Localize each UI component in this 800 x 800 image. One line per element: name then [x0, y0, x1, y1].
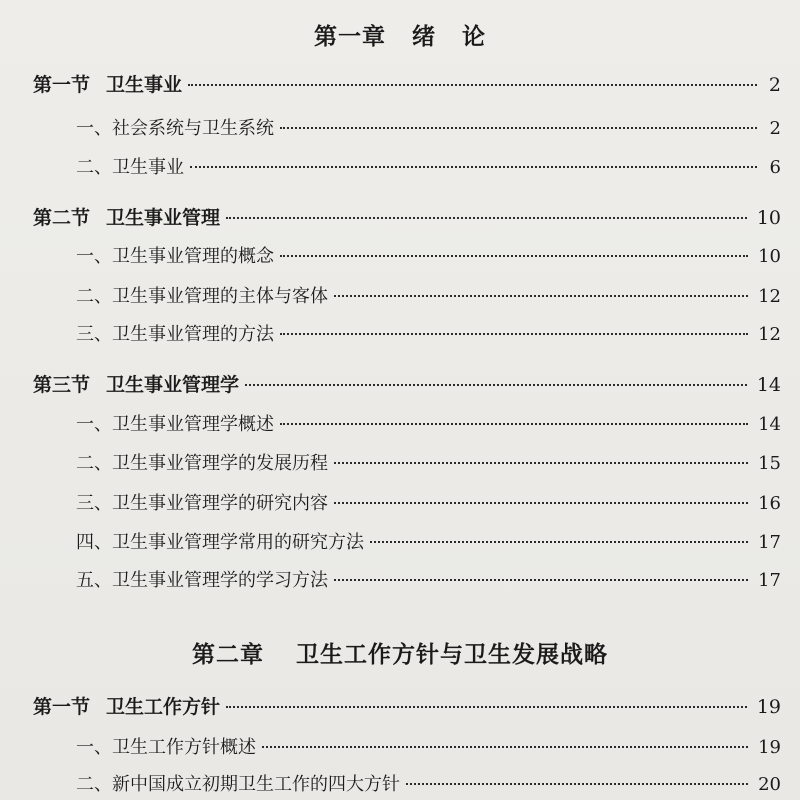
dot-leader: [334, 502, 748, 504]
page-number: 14: [756, 374, 781, 396]
page-number: 17: [758, 532, 781, 553]
dot-leader: [280, 423, 748, 425]
toc-item-1-2-3[interactable]: [76, 320, 781, 346]
dot-leader: [370, 541, 748, 543]
dot-leader: [406, 783, 748, 785]
page-number: 2: [769, 118, 781, 139]
item-title: 一、社会系统与卫生系统: [76, 118, 274, 139]
toc-item-1-2-1[interactable]: [76, 242, 781, 268]
dot-leader: [280, 333, 748, 335]
toc-item-1-3-2[interactable]: [76, 449, 781, 475]
chapter-1-title-part-2: 论: [462, 23, 486, 50]
toc-section-1-1[interactable]: [33, 70, 781, 97]
toc-item-1-3-3[interactable]: [76, 489, 781, 515]
toc-section-2-1[interactable]: [33, 692, 781, 719]
page-number: 10: [758, 246, 781, 267]
toc-item-1-1-2[interactable]: [76, 153, 781, 179]
chapter-1-number: 第一章: [314, 23, 386, 50]
section-title: 卫生事业管理: [106, 207, 221, 229]
page-number: 6: [769, 157, 781, 178]
page-number: 10: [756, 207, 781, 229]
page-number: 17: [758, 570, 781, 591]
page-number: 12: [758, 286, 781, 307]
chapter-2-number: 第二章: [192, 641, 264, 668]
item-title: 一、卫生事业管理学概述: [76, 414, 274, 435]
page-number: 16: [758, 493, 781, 514]
item-title: 一、卫生工作方针概述: [76, 737, 256, 758]
section-number: 第一节: [33, 696, 91, 718]
dot-leader: [245, 384, 747, 386]
section-number: 第三节: [33, 374, 91, 396]
toc-item-1-2-2[interactable]: [76, 282, 781, 308]
dot-leader: [262, 746, 748, 748]
dot-leader: [280, 255, 748, 257]
dot-leader: [280, 127, 757, 129]
item-title: 二、新中国成立初期卫生工作的四大方针: [76, 774, 400, 795]
toc-item-1-3-4[interactable]: [76, 528, 781, 554]
dot-leader: [334, 295, 748, 297]
page-number: 2: [768, 74, 781, 96]
item-title: 一、卫生事业管理的概念: [76, 246, 274, 267]
item-title: 五、卫生事业管理学的学习方法: [76, 570, 328, 591]
section-number: 第一节: [33, 74, 91, 96]
dot-leader: [190, 166, 757, 168]
toc-section-1-3[interactable]: [33, 370, 781, 397]
item-title: 三、卫生事业管理学的研究内容: [76, 493, 328, 514]
toc-item-1-3-5[interactable]: [76, 566, 781, 592]
chapter-2-heading: [0, 636, 800, 669]
page-number: 20: [758, 774, 781, 795]
dot-leader: [188, 84, 757, 86]
page-number: 14: [758, 414, 781, 435]
toc-section-1-2[interactable]: [33, 203, 781, 230]
chapter-1-title-part-1: 绪: [412, 23, 436, 50]
page-number: 15: [758, 453, 781, 474]
item-title: 四、卫生事业管理学常用的研究方法: [76, 532, 364, 553]
page-number: 12: [758, 324, 781, 345]
section-title: 卫生事业: [106, 74, 183, 96]
section-number: 第二节: [33, 207, 91, 229]
toc-item-1-3-1[interactable]: [76, 410, 781, 436]
page-number: 19: [758, 737, 781, 758]
toc-item-2-1-1[interactable]: [76, 733, 781, 759]
chapter-2-title: 卫生工作方针与卫生发展战略: [296, 641, 608, 668]
page-number: 19: [756, 696, 781, 718]
dot-leader: [226, 706, 747, 708]
dot-leader: [334, 462, 748, 464]
dot-leader: [334, 579, 748, 581]
toc-item-1-1-1[interactable]: [76, 114, 781, 140]
item-title: 二、卫生事业管理学的发展历程: [76, 453, 328, 474]
toc-item-2-1-2[interactable]: [76, 770, 781, 796]
item-title: 三、卫生事业管理的方法: [76, 324, 274, 345]
section-title: 卫生工作方针: [106, 696, 221, 718]
dot-leader: [226, 217, 747, 219]
item-title: 二、卫生事业: [76, 157, 184, 178]
section-title: 卫生事业管理学: [106, 374, 240, 396]
item-title: 二、卫生事业管理的主体与客体: [76, 286, 328, 307]
chapter-1-heading: [0, 18, 800, 51]
